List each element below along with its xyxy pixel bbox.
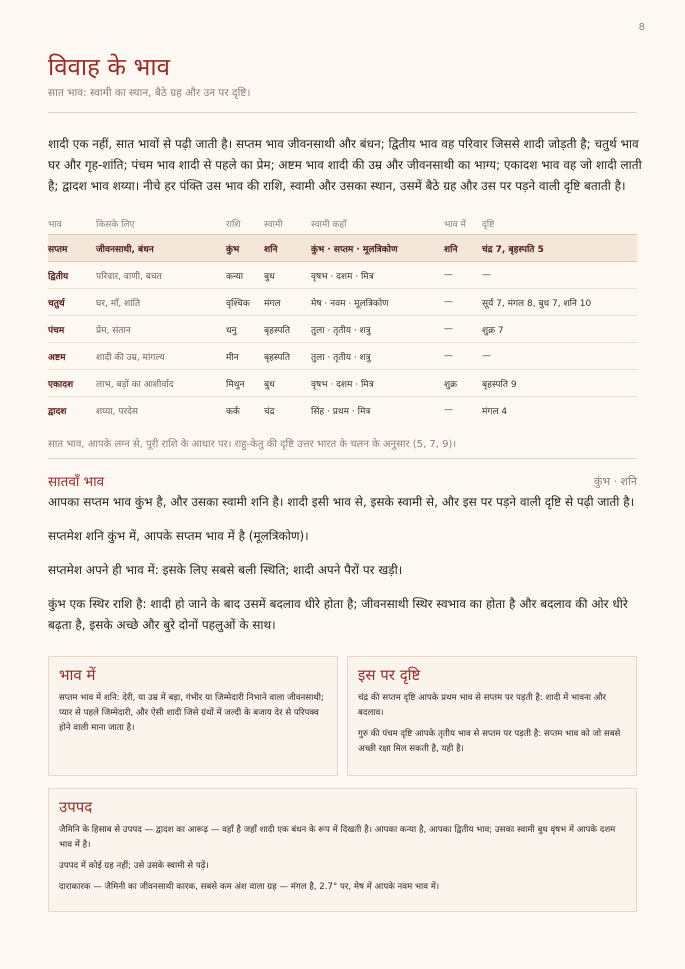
in-house-text: सप्तम भाव में शनि: देरी, या उम्र में बड़ा, गंभीर या जिम्मेदारी निभाने वाला जीवनसाथी; प्यार से पहले जिम्मेदारी, और ऐसी शादी जिसे ग्रंथों में जल्दी के बजाय देर से परिपक्व होने वाली माना जाता है। — [59, 693, 324, 733]
section-title: सातवाँ भाव — [48, 474, 105, 490]
table-row — [48, 235, 637, 262]
intro-paragraph: शादी एक नहीं, सात भावों से पढ़ी जाती है। सप्तम भाव जीवनसाथी और बंधन; द्वितीय भाव वह परिवार जिससे शादी जोड़ती है; चतुर्थ भाव घर और गृह-शांति; पंचम भाव शादी से पहले का प्रेम; अष्टम भाव शादी की उम्र और जीवनसाथी का भाग्य; एकादश भाव वह जो शादी लाती है; द्वादश भाव शय्या। नीचे हर पंक्ति उस भाव की राशि, स्वामी और उसका स्थान, उसमें बैठे ग्रह और उस पर पड़ने वाली दृष्टि बताती है। — [48, 137, 642, 193]
divider — [48, 112, 637, 113]
section-paragraph: सप्तमेश अपने ही भाव में: इसके लिए सबसे बली स्थिति; शादी अपने पैरों पर खड़ी। — [48, 563, 403, 577]
cell-in-house: — — [444, 397, 482, 424]
upapada-text: उपपद में कोई ग्रह नहीं; उसे उसके स्वामी से पढ़ें। — [59, 861, 209, 871]
cell-sign: धनु — [226, 316, 264, 343]
col-header-aspect: दृष्टि — [482, 219, 495, 230]
cell-house: द्वितीय — [48, 262, 96, 289]
cell-for: जीवनसाथी, बंधन — [96, 235, 226, 262]
upapada-text: दाराकारक — जैमिनी का जीवनसाथी कारक, सबसे कम अंश वाला ग्रह — मंगल है, 2.7° पर, मेष में आपके नवम भाव में। — [59, 882, 440, 892]
section-tag: कुंभ · शनि — [593, 475, 637, 488]
cell-lord-where: वृषभ · दशम · मित्र — [311, 370, 444, 397]
cell-for: शय्या, परदेस — [96, 397, 226, 424]
houses-table — [48, 212, 637, 423]
page-subtitle: सात भाव: स्वामी का स्थान, बैठे ग्रह और उन पर दृष्टि। — [48, 87, 251, 99]
page-number: 8 — [638, 22, 645, 33]
cell-lord-where: तुला · तृतीय · शत्रु — [311, 316, 444, 343]
cell-in-house: — — [444, 316, 482, 343]
cell-lord-where: सिंह · प्रथम · मित्र — [311, 397, 444, 424]
cell-in-house: शुक्र — [444, 370, 482, 397]
table-row — [48, 289, 637, 316]
cell-lord-where: मेष · नवम · मूलत्रिकोण — [311, 289, 444, 316]
cell-lord: चंद्र — [264, 397, 311, 424]
cell-lord: बुध — [264, 262, 311, 289]
col-header-for: किसके लिए — [96, 219, 135, 230]
aspect-text: चंद्र की सप्तम दृष्टि आपके प्रथम भाव से सप्तम पर पड़ती है: शादी में भावना और बदलाव। — [358, 693, 607, 718]
col-header-sign: राशि — [226, 219, 241, 230]
cell-aspect: चंद्र 7, बृहस्पति 5 — [482, 235, 637, 262]
in-house-box — [48, 656, 338, 776]
cell-lord-where: वृषभ · दशम · मित्र — [311, 262, 444, 289]
page-title: विवाह के भाव — [48, 53, 170, 81]
cell-sign: कन्या — [226, 262, 264, 289]
divider — [48, 458, 637, 459]
cell-in-house: — — [444, 343, 482, 370]
cell-for: घर, माँ, शांति — [96, 289, 226, 316]
cell-aspect: सूर्य 7, मंगल 8, बुध 7, शनि 10 — [482, 289, 637, 316]
cell-sign: मिथुन — [226, 370, 264, 397]
table-row — [48, 316, 637, 343]
cell-aspect: शुक्र 7 — [482, 316, 637, 343]
table-row — [48, 370, 637, 397]
cell-in-house: शनि — [444, 235, 482, 262]
cell-house: पंचम — [48, 316, 96, 343]
cell-lord: बुध — [264, 370, 311, 397]
cell-sign: कुंभ — [226, 235, 264, 262]
cell-house: चतुर्थ — [48, 289, 96, 316]
cell-aspect: — — [482, 262, 637, 289]
cell-in-house: — — [444, 289, 482, 316]
cell-house: द्वादश — [48, 397, 96, 424]
col-header-lord-where: स्वामी कहाँ — [311, 219, 347, 230]
cell-house: अष्टम — [48, 343, 96, 370]
upapada-title: उपपद — [59, 798, 93, 816]
cell-house: सप्तम — [48, 235, 96, 262]
cell-in-house: — — [444, 262, 482, 289]
table-footnote: सात भाव, आपके लग्न से, पूरी राशि के आधार पर। राहु-केतु की दृष्टि उत्तर भारत के चलन के अनुसार (5, 7, 9)। — [48, 439, 457, 450]
col-header-house: भाव — [48, 219, 62, 230]
cell-for: लाभ, बड़ों का आशीर्वाद — [96, 370, 226, 397]
cell-lord: बृहस्पति — [264, 343, 311, 370]
cell-sign: कर्क — [226, 397, 264, 424]
cell-for: शादी की उम्र, मांगल्य — [96, 343, 226, 370]
cell-lord-where: तुला · तृतीय · शत्रु — [311, 343, 444, 370]
upapada-box — [48, 788, 637, 912]
cell-lord-where: कुंभ · सप्तम · मूलत्रिकोण — [311, 235, 444, 262]
in-house-title: भाव में — [59, 666, 96, 684]
section-paragraph: कुंभ एक स्थिर राशि है: शादी हो जाने के बाद उसमें बदलाव धीरे होता है; जीवनसाथी स्थिर स्वभाव का होता है और बदलाव की ओर धीरे बढ़ता है, इसके अच्छे और बुरे दोनों पहलुओं के साथ। — [48, 597, 628, 632]
table-header-row — [48, 212, 637, 235]
section-paragraph: सप्तमेश शनि कुंभ में, आपके सप्तम भाव में है (मूलत्रिकोण)। — [48, 529, 309, 543]
table-row — [48, 343, 637, 370]
cell-aspect: मंगल 4 — [482, 397, 637, 424]
aspect-text: गुरु की पंचम दृष्टि आपके तृतीय भाव से सप्तम पर पड़ती है: सप्तम भाव को जो सबसे अच्छी रक्षा मिल सकती है, यही है। — [358, 729, 621, 754]
col-header-in-house: भाव में — [444, 219, 466, 230]
aspect-title: इस पर दृष्टि — [358, 666, 421, 684]
section-paragraph: आपका सप्तम भाव कुंभ है, और उसका स्वामी शनि है। शादी इसी भाव से, इसके स्वामी से, और इस पर पड़ने वाली दृष्टि से पढ़ी जाती है। — [48, 495, 635, 509]
table-row — [48, 262, 637, 289]
cell-lord: शनि — [264, 235, 311, 262]
col-header-lord: स्वामी — [264, 219, 283, 230]
cell-lord: मंगल — [264, 289, 311, 316]
cell-sign: मीन — [226, 343, 264, 370]
table-row — [48, 397, 637, 424]
cell-aspect: — — [482, 343, 637, 370]
cell-for: प्रेम, संतान — [96, 316, 226, 343]
cell-for: परिवार, वाणी, बचत — [96, 262, 226, 289]
cell-sign: वृश्चिक — [226, 289, 264, 316]
cell-lord: बृहस्पति — [264, 316, 311, 343]
upapada-text: जैमिनि के हिसाब से उपपद — द्वादश का आरूढ़ — वहाँ है जहाँ शादी एक बंधन के रूप में दिखती है। आपका कन्या है, आपका द्वितीय भाव; उसका स्वामी बुध वृषभ में आपके दशम भाव में है। — [59, 825, 616, 850]
cell-aspect: बृहस्पति 9 — [482, 370, 637, 397]
aspect-box — [347, 656, 637, 776]
cell-house: एकादश — [48, 370, 96, 397]
